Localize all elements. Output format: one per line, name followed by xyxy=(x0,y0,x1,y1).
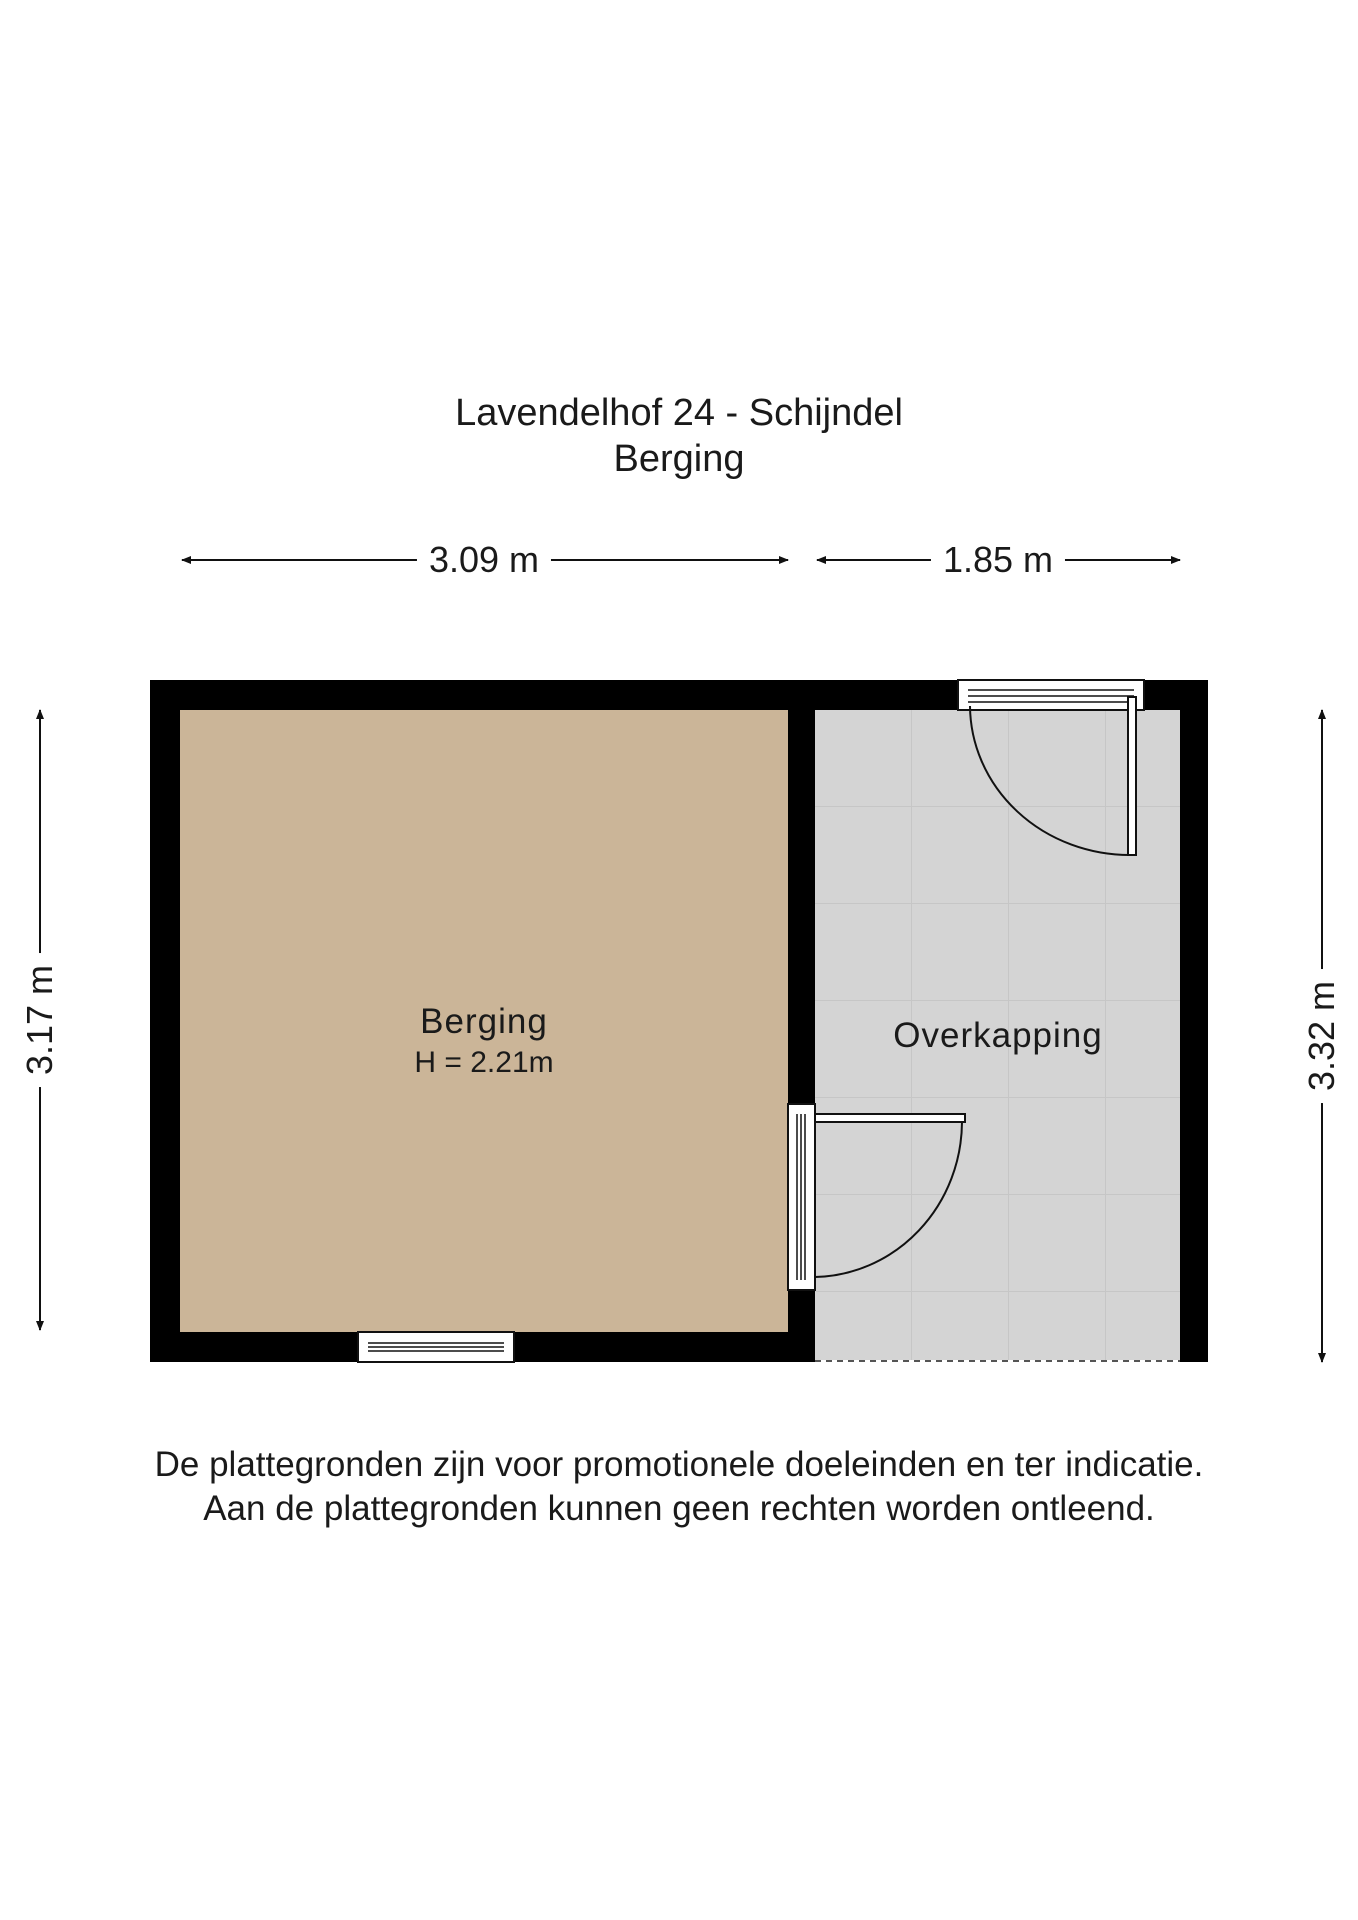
wall-middle-upper xyxy=(788,710,815,1104)
dimension-label-top-right: 1.85 m xyxy=(931,540,1065,580)
room-height-berging: H = 2.21m xyxy=(414,1046,554,1079)
dimension-label-top-left: 3.09 m xyxy=(417,540,551,580)
wall-bottom-left xyxy=(150,1332,358,1362)
dimension-label-left: 3.17 m xyxy=(20,953,60,1087)
disclaimer-line-2: Aan de plattegronden kunnen geen rechten worden ontleend. xyxy=(203,1489,1155,1528)
wall-left xyxy=(150,680,180,1362)
wall-right xyxy=(1180,680,1208,1362)
room-label-berging xyxy=(414,1000,553,1082)
dimension-label-right: 3.32 m xyxy=(1302,969,1342,1103)
wall-middle-lower xyxy=(788,1290,815,1362)
wall-bottom-right xyxy=(514,1332,815,1362)
room-label-overkapping xyxy=(893,1014,1102,1058)
disclaimer-line-1: De plattegronden zijn voor promotionele doeleinden en ter indicatie. xyxy=(154,1445,1204,1484)
room-name-overkapping: Overkapping xyxy=(893,1016,1103,1055)
room-name-berging: Berging xyxy=(420,1002,548,1041)
window-bottom xyxy=(358,1332,514,1362)
wall-top-left xyxy=(150,680,958,710)
plan-address: Lavendelhof 24 - Schijndel xyxy=(455,392,903,434)
plan-floor-name: Berging xyxy=(613,438,745,480)
